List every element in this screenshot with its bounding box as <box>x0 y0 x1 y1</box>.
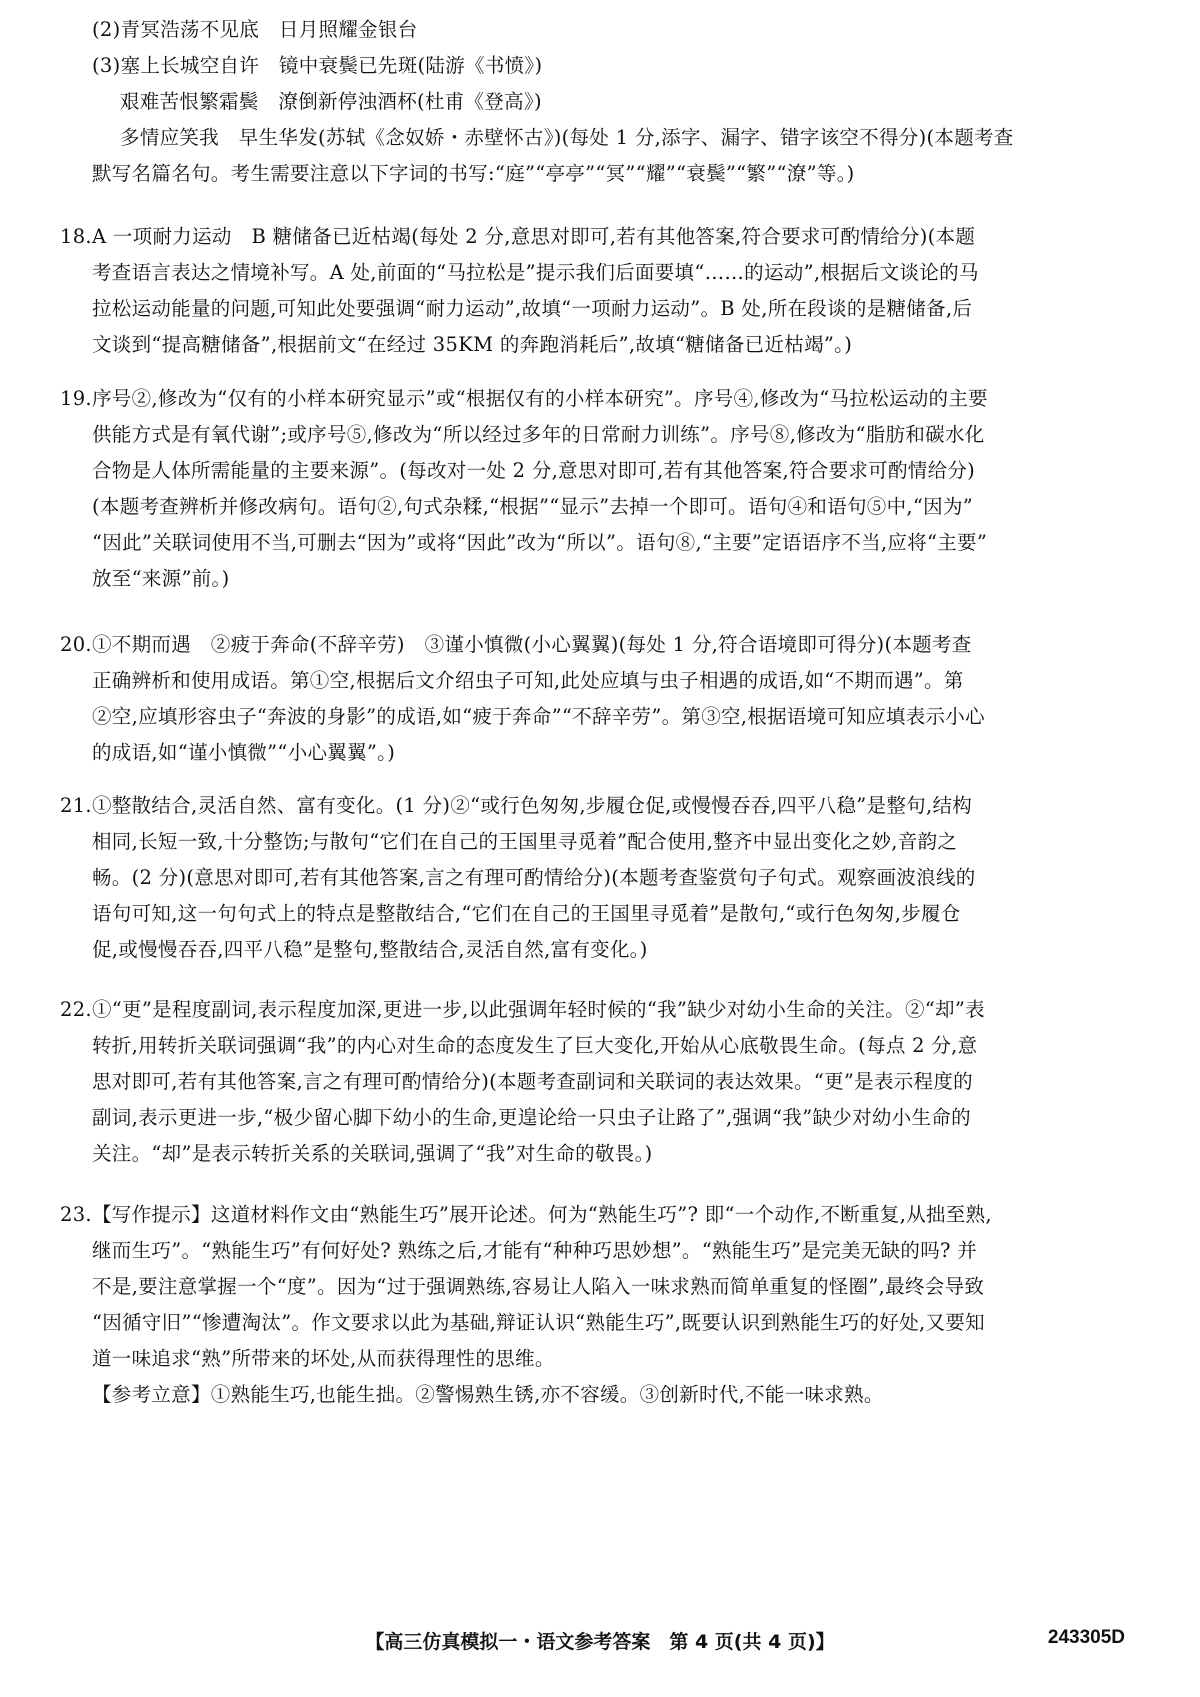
q23-line: 不是,要注意掌握一个“度”。因为“过于强调熟练,容易让人陷入一味求熟而简单重复的怪圈”,最终会导致 <box>92 1275 985 1298</box>
poem-line-2: (2)青冥浩荡不见底 日月照耀金银台 <box>92 18 418 41</box>
question-number: 19. <box>60 387 92 410</box>
question-22 <box>60 992 985 1172</box>
q23-line: 继而生巧”。“熟能生巧”有何好处? 熟练之后,才能有“种种巧思妙想”。“熟能生巧”是完美无缺的吗? 并 <box>92 1239 978 1262</box>
footer-code: 243305D <box>1047 1627 1125 1648</box>
q22-line: 思对即可,若有其他答案,言之有理可酌情给分)(本题考查副词和关联词的表达效果。“更”是表示程度的 <box>92 1070 973 1093</box>
q23-line: “因循守旧”“惨遭淘汰”。作文要求以此为基础,辩证认识“熟能生巧”,既要认识到熟能生巧的好处,又要知 <box>92 1311 985 1334</box>
q18-line: 文谈到“提高糖储备”,根据前文“在经过 35KM 的奔跑消耗后”,故填“糖储备已近枯竭”。) <box>92 333 853 356</box>
q23-line: 道一味追求“熟”所带来的坏处,从而获得理性的思维。 <box>92 1347 555 1370</box>
question-number: 21. <box>60 794 92 817</box>
q22-line: 22.①“更”是程度副词,表示程度加深,更进一步,以此强调年轻时候的“我”缺少对幼小生命的关注。②“却”表 <box>60 992 985 1028</box>
q22-line: 关注。“却”是表示转折关系的关联词,强调了“我”对生命的敬畏。) <box>92 1142 653 1165</box>
q19-line: 放至“来源”前。) <box>92 567 230 590</box>
poem-line-3a: (3)塞上长城空自许 镜中衰鬓已先斑(陆游《书愤》) <box>92 54 543 77</box>
poem-line-3b: 艰难苦恨繁霜鬓 潦倒新停浊酒杯(杜甫《登高》) <box>120 90 542 113</box>
question-number: 20. <box>60 633 92 656</box>
q21-line: 促,或慢慢吞吞,四平八稳”是整句,整散结合,灵活自然,富有变化。) <box>92 938 648 961</box>
question-18 <box>60 219 979 363</box>
q19-line: (本题考查辨析并修改病句。语句②,句式杂糅,“根据”“显示”去掉一个即可。语句④和语句⑤中,“因为” <box>92 495 974 518</box>
question-23 <box>60 1197 992 1413</box>
question-number: 23. <box>60 1203 92 1226</box>
question-21 <box>60 788 976 968</box>
question-19 <box>60 381 988 597</box>
q21-line: 畅。(2 分)(意思对即可,若有其他答案,言之有理可酌情给分)(本题考查鉴赏句子句式。观察画波浪线的 <box>92 866 976 889</box>
q20-line: 正确辨析和使用成语。第①空,根据后文介绍虫子可知,此处应填与虫子相遇的成语,如“不期而遇”。第 <box>92 669 964 692</box>
page-footer <box>0 1627 1200 1657</box>
q22-line: 转折,用转折关联词强调“我”的内心对生命的态度发生了巨大变化,开始从心底敬畏生命。(每点 2 分,意 <box>92 1034 978 1057</box>
q20-line: 的成语,如“谨小慎微”“小心翼翼”。) <box>92 741 396 764</box>
footer-title: 【高三仿真模拟一・语文参考答案 第 4 页(共 4 页)】 <box>365 1631 835 1653</box>
q21-line: 语句可知,这一句句式上的特点是整散结合,“它们在自己的王国里寻觅着”是散句,“或行色匆匆,步履仓 <box>92 902 961 925</box>
question-20 <box>60 627 985 771</box>
q21-line: 21.①整散结合,灵活自然、富有变化。(1 分)②“或行色匆匆,步履仓促,或慢慢吞吞,四平八稳”是整句,结构 <box>60 788 976 824</box>
q18-line: 18.A 一项耐力运动 B 糖储备已近枯竭(每处 2 分,意思对即可,若有其他答案,符合要求可酌情给分)(本题 <box>60 219 979 255</box>
q19-line: 合物是人体所需能量的主要来源”。(每改对一处 2 分,意思对即可,若有其他答案,符合要求可酌情给分) <box>92 459 976 482</box>
q20-line: ②空,应填形容虫子“奔波的身影”的成语,如“疲于奔命”“不辞辛劳”。第③空,根据语境可知应填表示小心 <box>92 705 985 728</box>
poem-line-3c: 多情应笑我 早生华发(苏轼《念奴娇・赤壁怀古》)(每处 1 分,添字、漏字、错字该空不得分)(本题考查 <box>120 126 1014 149</box>
q20-line: 20.①不期而遇 ②疲于奔命(不辞辛劳) ③谨小慎微(小心翼翼)(每处 1 分,符合语境即可得分)(本题考查 <box>60 627 985 663</box>
poem-note: 默写名篇名句。考生需要注意以下字词的书写:“庭”“亭亭”“冥”“耀”“衰鬓”“繁”“潦”等。) <box>92 162 855 185</box>
q19-line: 供能方式是有氧代谢”;或序号⑤,修改为“所以经过多年的日常耐力训练”。序号⑧,修改为“脂肪和碳水化 <box>92 423 985 446</box>
q18-line: 拉松运动能量的问题,可知此处要强调“耐力运动”,故填“一项耐力运动”。B 处,所在段谈的是糖储备,后 <box>92 297 973 320</box>
q23-line: 23.【写作提示】这道材料作文由“熟能生巧”展开论述。何为“熟能生巧”? 即“一个动作,不断重复,从拙至熟, <box>60 1197 992 1233</box>
question-number: 18. <box>60 225 92 248</box>
q22-line: 副词,表示更进一步,“极少留心脚下幼小的生命,更遑论给一只虫子让路了”,强调“我”缺少对幼小生命的 <box>92 1106 971 1129</box>
q23-reference-theme: 【参考立意】①熟能生巧,也能生拙。②警惕熟生锈,亦不容缓。③创新时代,不能一味求熟。 <box>92 1383 884 1406</box>
q19-line: 19.序号②,修改为“仅有的小样本研究显示”或“根据仅有的小样本研究”。序号④,修改为“马拉松运动的主要 <box>60 381 988 417</box>
q19-line: “因此”关联词使用不当,可删去“因为”或将“因此”改为“所以”。语句⑧,“主要”定语语序不当,应将“主要” <box>92 531 988 554</box>
q18-line: 考查语言表达之情境补写。A 处,前面的“马拉松是”提示我们后面要填“……的运动”,根据后文谈论的马 <box>92 261 979 284</box>
question-number: 22. <box>60 998 92 1021</box>
q17-continuation <box>92 12 1014 192</box>
q21-line: 相同,长短一致,十分整饬;与散句“它们在自己的王国里寻觅着”配合使用,整齐中显出变化之妙,音韵之 <box>92 830 958 853</box>
